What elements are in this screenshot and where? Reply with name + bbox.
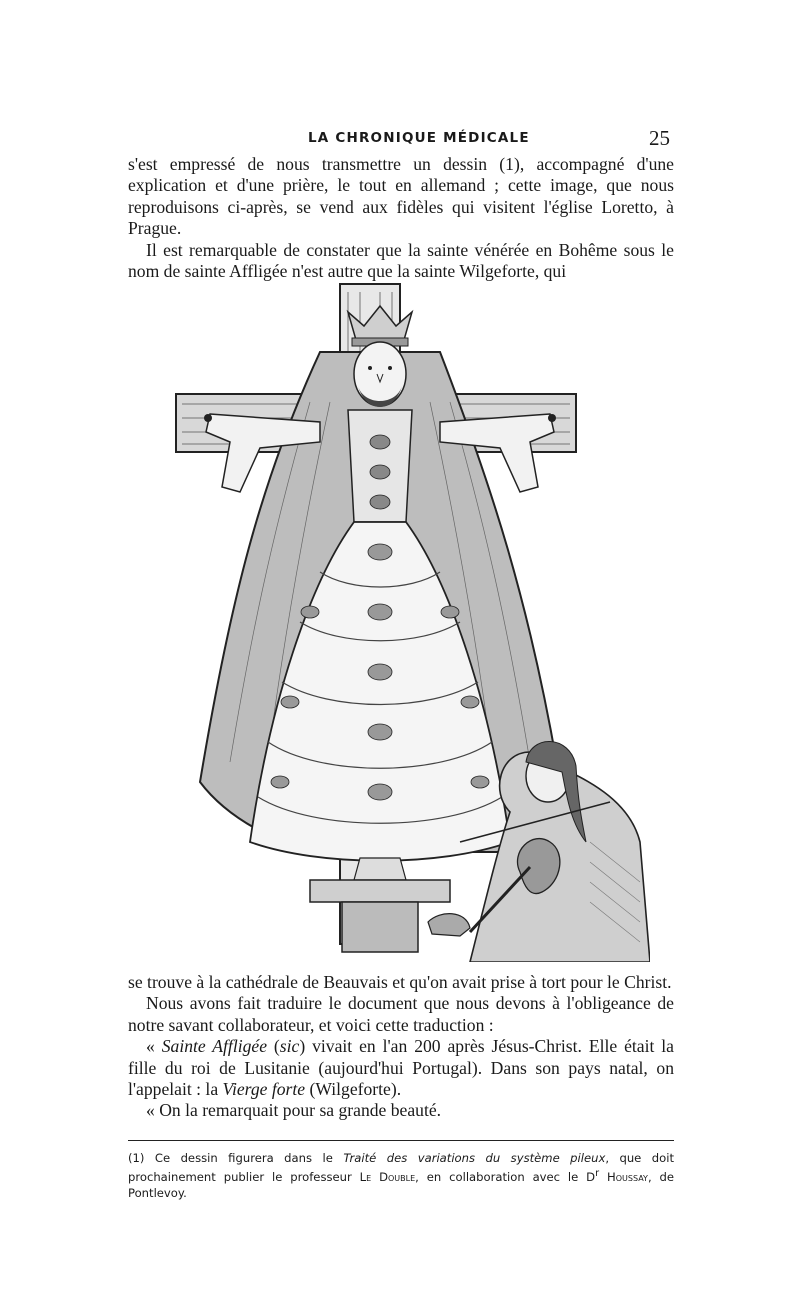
text-run: , en collaboration avec le D bbox=[415, 1169, 596, 1184]
paragraph: s'est empressé de nous transmettre un dessin (1), accompagné d'une explication et d'une prière, le tout en allemand ; cette image, que nous reproduisons ci-après, se vend aux fidèles qui visitent l'église Loretto, à Prague. bbox=[128, 154, 674, 239]
paragraph: se trouve à la cathédrale de Beauvais et qu'on avait prise à tort pour le Christ. bbox=[128, 972, 672, 992]
vierge-forte: Vierge forte bbox=[222, 1079, 306, 1100]
footnote-rule bbox=[128, 1140, 674, 1141]
text-run: (Wilgeforte). bbox=[305, 1079, 402, 1100]
quoted-paragraph bbox=[128, 1036, 674, 1100]
footnote bbox=[128, 1150, 674, 1201]
running-title: LA CHRONIQUE MÉDICALE bbox=[308, 130, 530, 146]
bottom-text-block bbox=[128, 972, 674, 1122]
quote-open: « bbox=[146, 1036, 162, 1057]
paragraph: « On la remarquait pour sa grande beauté. bbox=[146, 1100, 442, 1121]
coauthor-name: Houssay bbox=[607, 1169, 648, 1184]
author-name: Le Double bbox=[359, 1169, 416, 1184]
text-run: (1) Ce dessin figurera dans le bbox=[128, 1151, 344, 1165]
book-title: Traité des variations du système pileux bbox=[343, 1151, 606, 1165]
engraving-figure bbox=[170, 282, 650, 962]
sic-mark: sic bbox=[279, 1036, 300, 1057]
page-number: 25 bbox=[649, 126, 670, 150]
page-header bbox=[128, 128, 674, 152]
saint-name: Sainte Affligée bbox=[161, 1036, 268, 1057]
text-run: ( bbox=[267, 1036, 280, 1057]
paragraph: Il est remarquable de constater que la sainte vénérée en Bohême sous le nom de sainte Affligée n'est autre que la sainte Wilgeforte, qui bbox=[128, 239, 674, 282]
text-run: ) vivait en l'an 200 après Jésus-Christ. Elle était la fille du roi de Lusitanie (aujourd'hui Portugal). Dans son pays natal, on l'appelait : la bbox=[128, 1036, 674, 1100]
text-run bbox=[599, 1170, 607, 1184]
crucified-saint-engraving-icon bbox=[170, 282, 650, 962]
top-text-block bbox=[128, 154, 674, 282]
superscript: r bbox=[595, 1168, 600, 1179]
paragraph: Nous avons fait traduire le document que nous devons à l'obligeance de notre savant collaborateur, et voici cette traduction : bbox=[128, 993, 674, 1035]
text-run: , de Pontlevoy. bbox=[128, 1169, 675, 1200]
text-run: , que doit prochainement publier le professeur bbox=[128, 1151, 674, 1184]
